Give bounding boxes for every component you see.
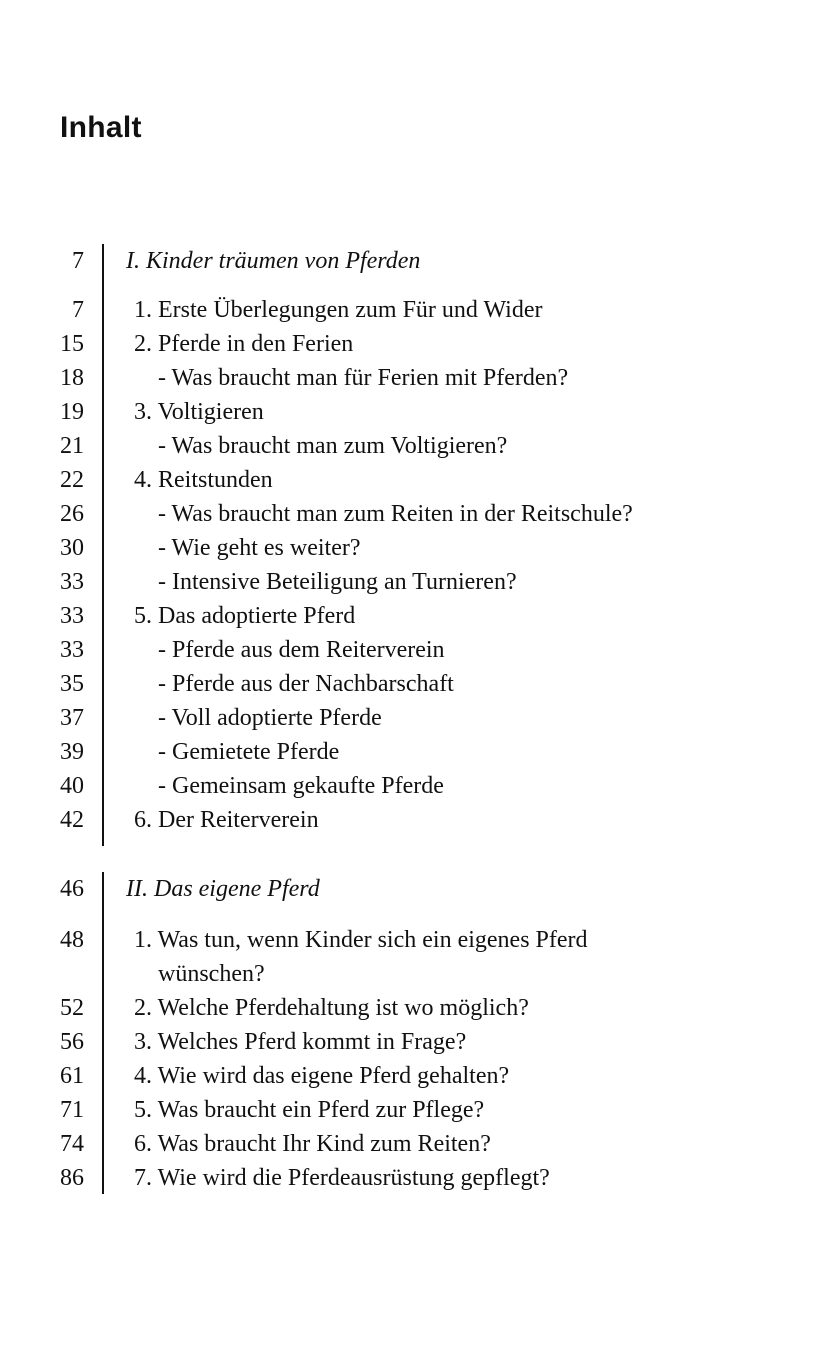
entry-page-number: 35 [60,671,84,697]
entry-page-number: 21 [60,433,84,459]
toc-entry [0,599,820,633]
toc-subentry [0,769,820,803]
entry-page-number: 42 [60,807,84,833]
toc-entry [0,327,820,361]
toc-entry [0,395,820,429]
entry-title: - Intensive Beteiligung an Turnieren? [158,569,517,595]
entry-page-number: 33 [60,569,84,595]
toc-subentry [0,701,820,735]
entry-title: 2. Pferde in den Ferien [134,331,354,357]
entry-title: - Pferde aus dem Reiterverein [158,637,445,663]
toc-entry [0,1127,820,1161]
section-title [126,244,420,278]
toc-entry [0,923,820,957]
entry-page-number: 26 [60,501,84,527]
entry-page-number: 33 [60,603,84,629]
section-heading [0,244,820,278]
toc-entry [0,1025,820,1059]
toc-entry [0,1059,820,1093]
entry-title: - Was braucht man zum Reiten in der Reitschule? [158,501,633,527]
toc-entry [0,803,820,837]
entry-page-number: 30 [60,535,84,561]
toc-entry [0,1161,820,1195]
entry-title: 3. Voltigieren [134,399,264,425]
toc-subentry [0,565,820,599]
entry-page-number: 52 [60,995,84,1021]
toc-entry-continuation [0,957,820,991]
entry-title: 2. Welche Pferdehaltung ist wo möglich? [134,995,529,1021]
toc-entry [0,991,820,1025]
entry-title: - Gemietete Pferde [158,739,340,765]
toc-subentry [0,497,820,531]
entry-title: - Pferde aus der Nachbarschaft [158,671,454,697]
section-page-number: 7 [72,248,84,274]
section-title-text: Das eigene Pferd [153,876,320,902]
entry-page-number: 33 [60,637,84,663]
entry-page-number: 37 [60,705,84,731]
entry-page-number: 48 [60,927,84,953]
entry-title: - Gemeinsam gekaufte Pferde [158,773,444,799]
entry-page-number: 22 [60,467,84,493]
entry-title: 4. Reitstunden [134,467,273,493]
entry-page-number: 74 [60,1131,84,1157]
section-number: II. [126,876,148,902]
toc-entry [0,1093,820,1127]
entry-page-number: 7 [72,297,84,323]
toc-subentry [0,633,820,667]
section-number: I. [126,248,140,274]
entry-title: 7. Wie wird die Pferdeausrüstung gepflegt? [134,1165,550,1191]
entry-title: - Wie geht es weiter? [158,535,361,561]
entry-title: 6. Der Reiterverein [134,807,319,833]
entry-page-number: 39 [60,739,84,765]
entry-title: - Was braucht man für Ferien mit Pferden? [158,365,569,391]
toc-subentry [0,531,820,565]
entry-page-number: 19 [60,399,84,425]
entry-page-number: 56 [60,1029,84,1055]
entry-title: - Voll adoptierte Pferde [158,705,382,731]
page-title: Inhalt [60,111,142,144]
entry-page-number: 40 [60,773,84,799]
entry-page-number: 61 [60,1063,84,1089]
section-title [126,872,320,906]
entry-page-number: 15 [60,331,84,357]
entry-title-continuation: wünschen? [158,961,265,987]
toc-subentry [0,361,820,395]
toc-subentry [0,667,820,701]
entry-title: 6. Was braucht Ihr Kind zum Reiten? [134,1131,491,1157]
entry-title: 3. Welches Pferd kommt in Frage? [134,1029,467,1055]
entry-title: 1. Was tun, wenn Kinder sich ein eigenes Pferd [134,927,588,953]
toc-subentry [0,735,820,769]
entry-title: 5. Was braucht ein Pferd zur Pflege? [134,1097,485,1123]
entry-page-number: 18 [60,365,84,391]
section-heading [0,872,820,906]
entry-page-number: 71 [60,1097,84,1123]
toc-entry [0,463,820,497]
entry-page-number: 86 [60,1165,84,1191]
entry-title: 5. Das adoptierte Pferd [134,603,356,629]
entry-title: - Was braucht man zum Voltigieren? [158,433,508,459]
entry-title: 4. Wie wird das eigene Pferd gehalten? [134,1063,510,1089]
section-title-text: Kinder träumen von Pferden [146,248,421,274]
entry-title: 1. Erste Überlegungen zum Für und Wider [134,297,543,323]
toc-subentry [0,429,820,463]
section-page-number: 46 [60,876,84,902]
toc-entry [0,293,820,327]
